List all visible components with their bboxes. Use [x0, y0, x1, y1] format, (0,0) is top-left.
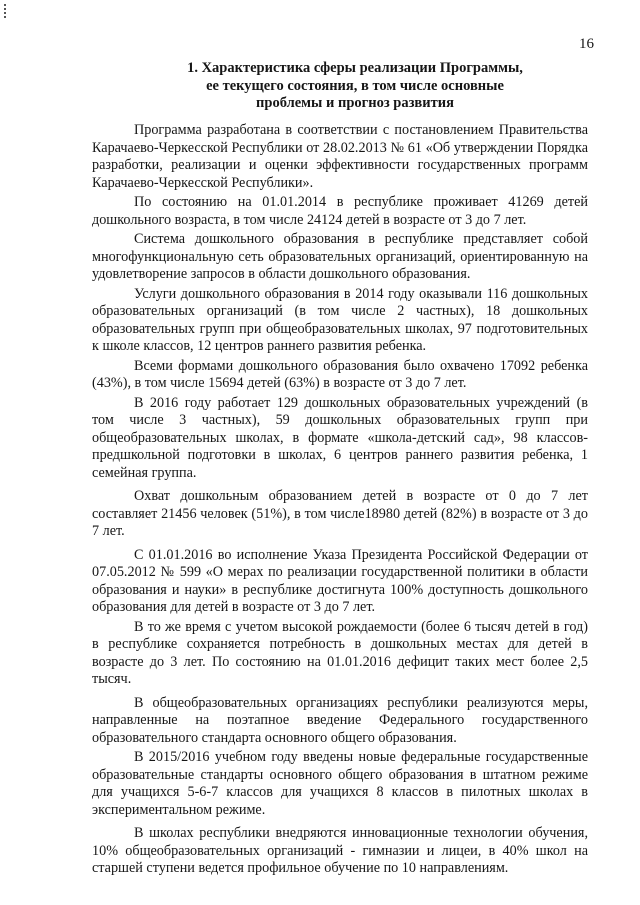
document-body [92, 122, 588, 880]
heading-line: проблемы и прогноз развития [256, 95, 454, 111]
paragraph: Программа разработана в соответствии с постановлением Правительства Карачаево-Черкесской Республики от 28.02.2013 № 61 «Об утверждении Порядка разработки, реализации и оценки эффективности государственных программ Карачаево-Черкесской Республики». [92, 122, 588, 191]
paragraph: С 01.01.2016 во исполнение Указа Президента Российской Федерации от 07.05.2012 № 599 «О мерах по реализации государственной политики в области образования и науки» в республике достигнута 100% доступность дошкольного образования для детей в возрасте от 3 до 7 лет. [92, 546, 588, 615]
paragraph: В 2016 году работает 129 дошкольных образовательных учреждений (в том числе 3 частных), 59 дошкольных образовательных групп при общеобразовательных школах, в формате «школа-детский сад», 98 классов-предшкольной подготовки в школах, 6 центров раннего развития ребенка, 1 семейная группа. [92, 394, 588, 481]
heading-line: 1. Характеристика сферы реализации Программы, [187, 60, 523, 76]
paragraph: Всеми формами дошкольного образования было охвачено 17092 ребенка (43%), в том числе 15694 детей (63%) в возрасте от 3 до 7 лет. [92, 357, 588, 391]
paragraph: По состоянию на 01.01.2014 в республике проживает 41269 детей дошкольного возраста, в том числе 24124 детей в возрасте от 3 до 7 лет. [92, 194, 588, 228]
page-number: 16 [579, 36, 594, 52]
heading-line: ее текущего состояния, в том числе основные [206, 77, 504, 94]
paragraph: Услуги дошкольного образования в 2014 году оказывали 116 дошкольных образовательных организаций (в том числе 2 частных), 18 дошкольных образовательных групп при общеобразовательных школах, 97 подготовительных к школе классов, 12 центров раннего развития ребенка. [92, 285, 588, 354]
paragraph: В общеобразовательных организациях республики реализуются меры, направленные на поэтапное введение Федерального государственного образовательного стандарта основного общего образования. [92, 694, 588, 746]
paragraph: Система дошкольного образования в республике представляет собой многофункциональную сеть образовательных организаций, ориентированную на удовлетворение запросов в области дошкольного образования. [92, 231, 588, 282]
section-heading [150, 60, 560, 113]
paragraph: В 2015/2016 учебном году введены новые федеральные государственные образовательные стандарты основного общего образования в штатном режиме для учащихся 5-6-7 классов для учащихся 8 классов в пилотных школах в экспериментальном режиме. [92, 749, 588, 818]
paragraph: В то же время с учетом высокой рождаемости (более 6 тысяч детей в год) в республике сохраняется потребность в дошкольных местах для детей в возрасте до 3 лет. По состоянию на 01.01.2016 дефицит таких мест более 2,5 тысяч. [92, 618, 588, 687]
scan-mark [4, 4, 8, 18]
paragraph: В школах республики внедряются инновационные технологии обучения, 10% общеобразовательных организаций - гимназии и лицеи, в 40% школ на старшей ступени ведется профильное обучение по 10 направлениям. [92, 825, 588, 876]
paragraph: Охват дошкольным образованием детей в возрасте от 0 до 7 лет составляет 21456 человек (51%), в том числе18980 детей (82%) в возрасте от 3 до 7 лет. [92, 488, 588, 539]
